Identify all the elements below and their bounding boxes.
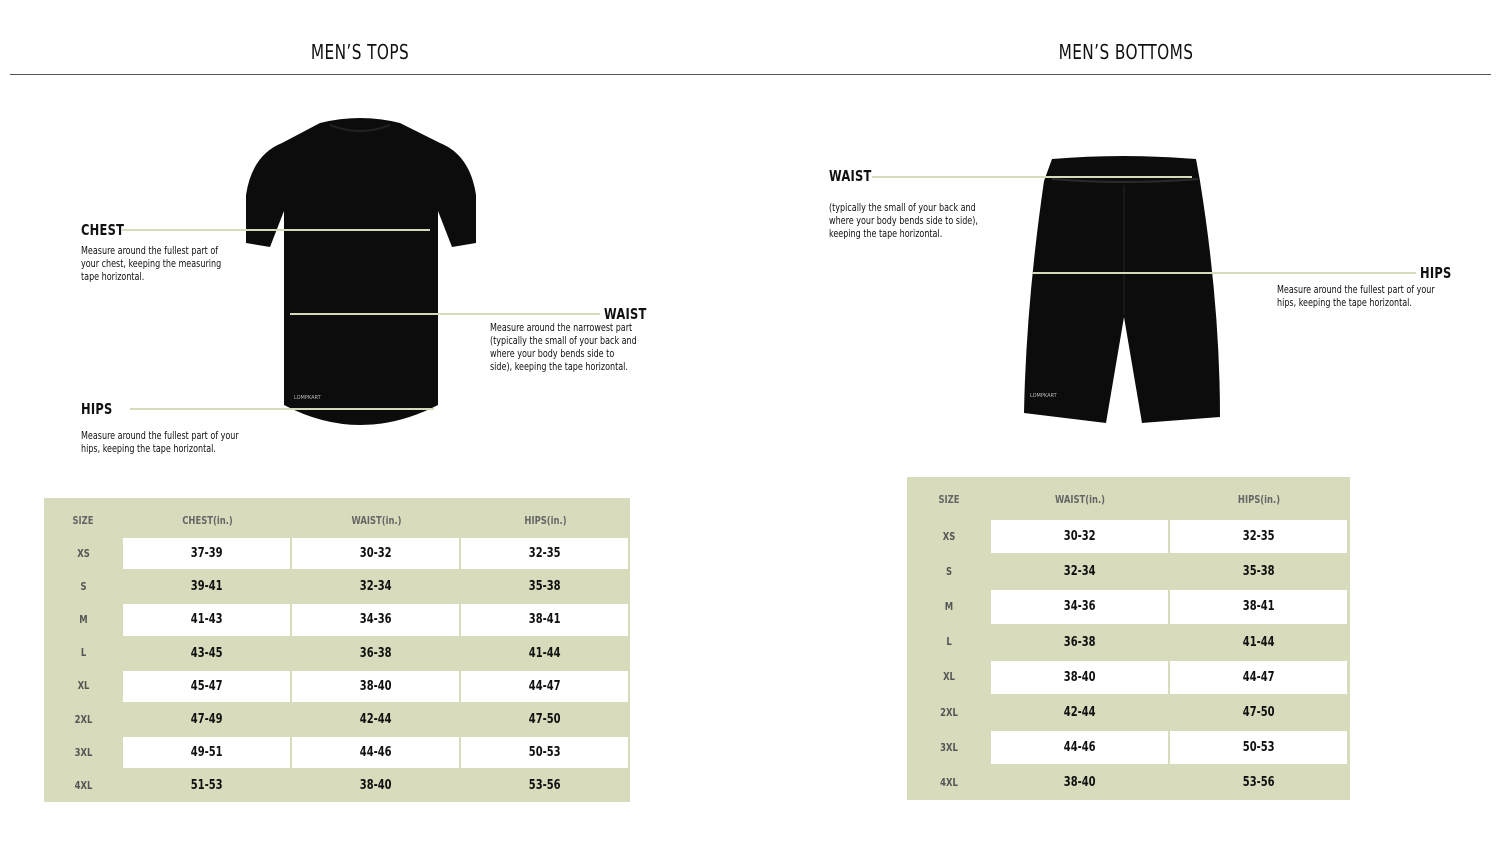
shorts-waist-label: WAIST (829, 167, 872, 185)
table-cell (292, 737, 459, 768)
hips-description: Measure around the fullest part of your hips, keeping the tape horizontal. (81, 430, 239, 455)
shorts-image (1020, 155, 1226, 427)
table-cell (991, 590, 1168, 623)
cell-value: 49-51 (190, 745, 223, 761)
cell-value: 38-41 (528, 612, 561, 628)
table-cell (991, 696, 1168, 729)
size-label: 2XL (940, 705, 958, 719)
chest-label: CHEST (81, 221, 125, 239)
table-cell (991, 626, 1168, 659)
table-cell (461, 671, 628, 702)
size-label: 2XL (74, 712, 93, 726)
cell-value: 41-44 (528, 645, 561, 661)
size-label: S (80, 579, 87, 593)
cell-value: 32-34 (1063, 564, 1096, 580)
tshirt-image (240, 115, 480, 435)
cell-value: 35-38 (528, 579, 561, 595)
table-cell (1170, 766, 1347, 799)
size-label: 4XL (74, 779, 93, 792)
cell-value: 34-36 (1063, 599, 1096, 615)
cell-value: 44-47 (1242, 669, 1275, 685)
size-label: M (944, 600, 954, 613)
cell-value: 44-46 (1063, 740, 1096, 756)
size-label: L (946, 635, 952, 649)
shorts-hips-description: Measure around the fullest part of your hips, keeping the tape horizontal. (1277, 284, 1435, 309)
hips-guide-line (130, 408, 434, 410)
cell-value: 53-56 (1242, 775, 1275, 791)
table-cell (292, 638, 459, 669)
table-cell (991, 731, 1168, 764)
table-cell (1170, 696, 1347, 729)
cell-value: 44-47 (528, 678, 561, 694)
shorts-waist-description: (typically the small of your back and where your body bends side to side), keeping the tape horizontal. (829, 202, 978, 240)
header-size: SIZE (938, 493, 960, 506)
header-waist: WAIST(in.) (351, 514, 402, 527)
table-cell (123, 638, 290, 669)
chest-description: Measure around the fullest part of your chest, keeping the measuring tape horizontal. (81, 245, 222, 283)
cell-value: 41-43 (190, 612, 223, 628)
size-label: 3XL (74, 745, 93, 759)
cell-value: 50-53 (1242, 740, 1275, 756)
size-label: XS (77, 546, 90, 560)
cell-value: 43-45 (190, 645, 223, 661)
table-cell (123, 604, 290, 635)
shorts-brand: LOMPKART (1030, 393, 1057, 399)
table-cell (292, 704, 459, 735)
cell-value: 37-39 (190, 546, 223, 561)
size-label: L (80, 646, 87, 660)
shorts-hips-label: HIPS (1420, 264, 1452, 282)
table-cell (461, 604, 628, 635)
cell-value: 47-50 (528, 712, 561, 727)
table-cell (461, 770, 628, 801)
waist-label: WAIST (604, 305, 647, 323)
cell-value: 42-44 (359, 712, 392, 727)
table-cell (292, 571, 459, 602)
size-label: XS (942, 529, 956, 543)
table-cell (461, 737, 628, 768)
header-hips: HIPS(in.) (524, 514, 567, 527)
table-cell (123, 571, 290, 602)
table-cell (123, 538, 290, 569)
header-size: SIZE (72, 514, 94, 527)
table-cell (1170, 590, 1347, 623)
hips-label: HIPS (81, 400, 113, 418)
cell-value: 42-44 (1063, 705, 1096, 720)
shorts-waist-guide-line (872, 176, 1192, 178)
cell-value: 53-56 (528, 778, 561, 794)
size-label: 3XL (940, 740, 958, 754)
cell-value: 34-36 (359, 612, 392, 628)
chest-guide-line (122, 229, 430, 231)
table-cell (123, 704, 290, 735)
table-cell (461, 704, 628, 735)
tops-title: MEN’S TOPS (310, 40, 410, 64)
table-cell (991, 555, 1168, 588)
size-label: XL (77, 679, 90, 693)
table-cell (991, 520, 1168, 553)
table-cell (461, 571, 628, 602)
cell-value: 30-32 (359, 546, 392, 561)
size-label: XL (943, 670, 955, 684)
header-divider (10, 74, 1491, 75)
header-waist: WAIST(in.) (1054, 493, 1106, 506)
table-cell (292, 538, 459, 569)
table-cell (1170, 731, 1347, 764)
cell-value: 36-38 (359, 645, 392, 661)
table-cell (1170, 520, 1347, 553)
bottoms-size-table (907, 477, 1350, 800)
table-cell (292, 671, 459, 702)
cell-value: 39-41 (190, 579, 223, 595)
cell-value: 38-40 (1063, 775, 1096, 791)
cell-value: 38-40 (1063, 669, 1096, 685)
table-cell (461, 638, 628, 669)
waist-guide-line (290, 313, 600, 315)
table-cell (123, 770, 290, 801)
cell-value: 35-38 (1242, 564, 1275, 580)
tshirt-brand: LOMPKART (294, 395, 321, 401)
table-cell (991, 766, 1168, 799)
header-hips: HIPS(in.) (1237, 493, 1281, 506)
table-cell (1170, 626, 1347, 659)
header-chest: CHEST(in.) (182, 514, 233, 527)
waist-description: Measure around the narrowest part (typically the small of your back and where your body bends side to side), keeping the tape horizontal. (490, 322, 637, 373)
cell-value: 47-50 (1242, 705, 1275, 720)
table-cell (1170, 555, 1347, 588)
shorts-hips-guide-line (1032, 272, 1416, 274)
cell-value: 38-40 (359, 778, 392, 794)
cell-value: 50-53 (528, 745, 561, 761)
table-cell (461, 538, 628, 569)
size-label: 4XL (940, 776, 958, 789)
cell-value: 36-38 (1063, 634, 1096, 650)
cell-value: 44-46 (359, 745, 392, 761)
cell-value: 32-34 (359, 579, 392, 595)
tops-size-table (44, 498, 630, 802)
cell-value: 51-53 (190, 778, 223, 794)
cell-value: 30-32 (1063, 529, 1096, 544)
table-cell (123, 737, 290, 768)
table-cell (292, 770, 459, 801)
size-label: M (79, 613, 88, 626)
table-cell (1170, 661, 1347, 694)
table-cell (991, 661, 1168, 694)
table-cell (292, 604, 459, 635)
cell-value: 32-35 (528, 546, 561, 561)
table-cell (123, 671, 290, 702)
cell-value: 38-41 (1242, 599, 1275, 615)
cell-value: 38-40 (359, 678, 392, 694)
cell-value: 47-49 (190, 712, 223, 727)
cell-value: 32-35 (1242, 529, 1275, 544)
cell-value: 45-47 (190, 678, 223, 694)
cell-value: 41-44 (1242, 634, 1275, 650)
bottoms-title: MEN’S BOTTOMS (1058, 40, 1194, 64)
size-label: S (945, 564, 953, 578)
